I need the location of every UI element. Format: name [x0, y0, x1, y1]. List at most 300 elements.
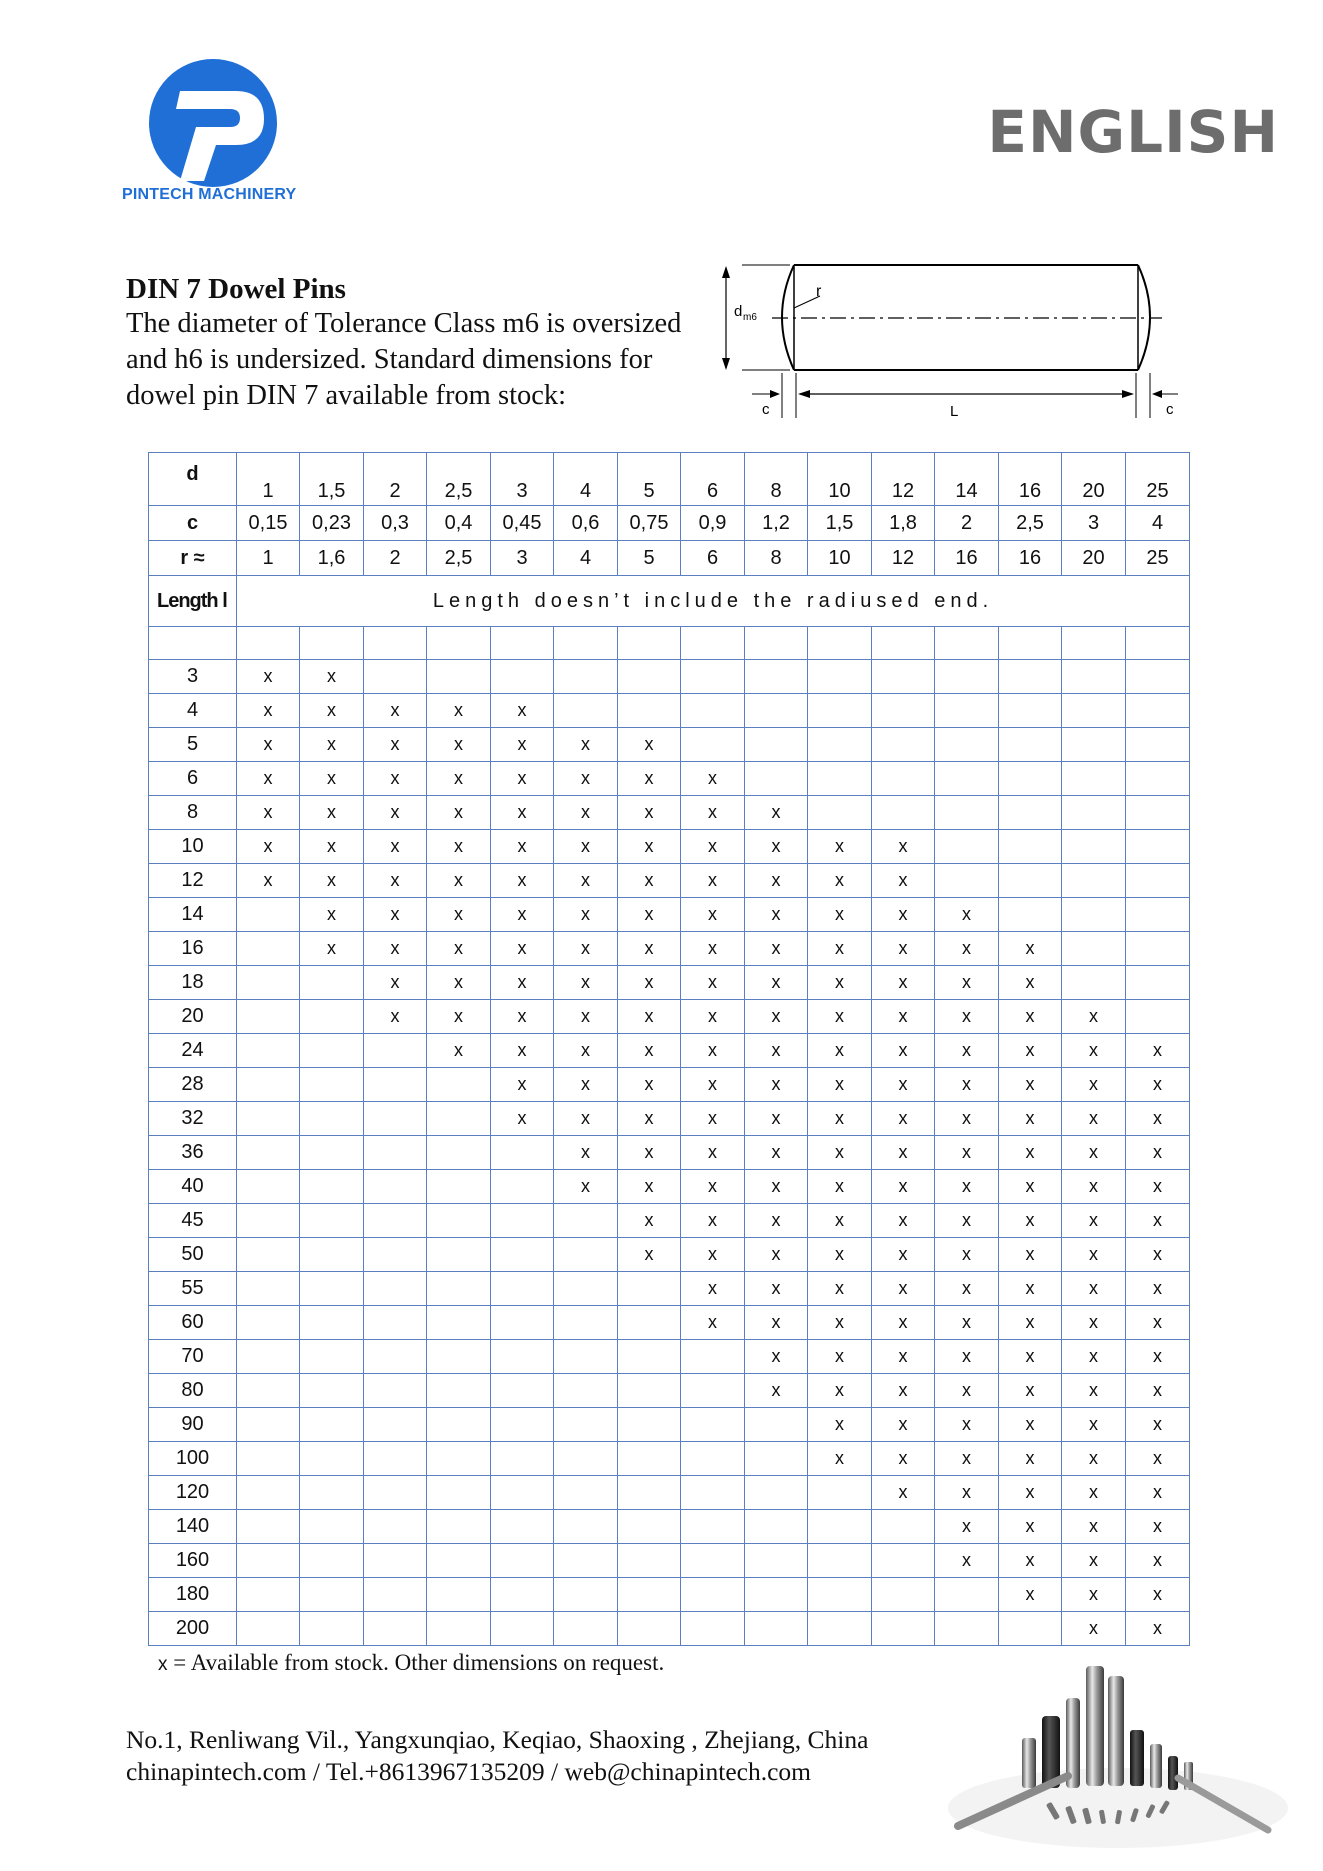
- empty-cell: [237, 1102, 300, 1136]
- empty-cell: [935, 830, 999, 864]
- r-value: 6: [681, 541, 745, 576]
- empty-cell: [364, 1510, 427, 1544]
- r-value: 12: [872, 541, 935, 576]
- blank-cell: [491, 627, 554, 660]
- stock-mark: x: [427, 1034, 491, 1068]
- table-row: [149, 830, 1190, 864]
- stock-mark: x: [1062, 1102, 1126, 1136]
- stock-mark: x: [999, 1238, 1062, 1272]
- stock-mark: x: [554, 1000, 618, 1034]
- stock-mark: x: [745, 1000, 808, 1034]
- empty-cell: [554, 694, 618, 728]
- empty-cell: [808, 762, 872, 796]
- empty-cell: [427, 1306, 491, 1340]
- page-title: DIN 7 Dowel Pins: [126, 273, 346, 305]
- empty-cell: [1126, 966, 1190, 1000]
- stock-mark: x: [935, 966, 999, 1000]
- empty-cell: [745, 694, 808, 728]
- stock-mark: x: [745, 898, 808, 932]
- empty-cell: [237, 1340, 300, 1374]
- stock-mark: x: [237, 830, 300, 864]
- stock-mark: x: [808, 1340, 872, 1374]
- c-value: 1,8: [872, 506, 935, 541]
- stock-mark: x: [999, 1442, 1062, 1476]
- footer: [126, 1724, 868, 1788]
- stock-mark: x: [1062, 1476, 1126, 1510]
- empty-cell: [427, 1578, 491, 1612]
- empty-cell: [237, 1510, 300, 1544]
- stock-mark: x: [935, 1476, 999, 1510]
- stock-mark: x: [554, 762, 618, 796]
- stock-mark: x: [935, 1408, 999, 1442]
- stock-mark: x: [300, 796, 364, 830]
- empty-cell: [491, 1238, 554, 1272]
- length-value: 45: [149, 1204, 237, 1238]
- stock-mark: x: [745, 1068, 808, 1102]
- stock-mark: x: [872, 1306, 935, 1340]
- c-value: 0,15: [237, 506, 300, 541]
- table-row: [149, 966, 1190, 1000]
- empty-cell: [681, 1340, 745, 1374]
- empty-cell: [681, 1374, 745, 1408]
- d-value: 10: [808, 453, 872, 506]
- stock-mark: x: [554, 898, 618, 932]
- stock-mark: x: [554, 796, 618, 830]
- stock-mark: x: [935, 1102, 999, 1136]
- stock-mark: x: [427, 1000, 491, 1034]
- empty-cell: [554, 1408, 618, 1442]
- empty-cell: [491, 1306, 554, 1340]
- stock-mark: x: [935, 1000, 999, 1034]
- d-value: 25: [1126, 453, 1190, 506]
- table-row: [149, 1442, 1190, 1476]
- r-value: 1,6: [300, 541, 364, 576]
- empty-cell: [1126, 830, 1190, 864]
- stock-mark: x: [491, 864, 554, 898]
- empty-cell: [427, 1544, 491, 1578]
- stock-mark: x: [1062, 1272, 1126, 1306]
- stock-mark: x: [935, 1034, 999, 1068]
- empty-cell: [872, 1544, 935, 1578]
- empty-cell: [237, 898, 300, 932]
- empty-cell: [745, 728, 808, 762]
- empty-cell: [681, 1510, 745, 1544]
- empty-cell: [364, 1204, 427, 1238]
- c-value: 0,9: [681, 506, 745, 541]
- stock-mark: x: [1126, 1408, 1190, 1442]
- stock-mark: x: [808, 898, 872, 932]
- d-label: d: [149, 453, 237, 506]
- stock-mark: x: [427, 898, 491, 932]
- empty-cell: [237, 932, 300, 966]
- stock-mark: x: [491, 1000, 554, 1034]
- stock-mark: x: [1062, 1068, 1126, 1102]
- stock-mark: x: [935, 1136, 999, 1170]
- stock-mark: x: [935, 1204, 999, 1238]
- empty-cell: [237, 1034, 300, 1068]
- length-value: 8: [149, 796, 237, 830]
- empty-cell: [300, 1476, 364, 1510]
- stock-mark: x: [999, 1102, 1062, 1136]
- empty-cell: [364, 1374, 427, 1408]
- stock-mark: x: [999, 1170, 1062, 1204]
- empty-cell: [427, 1136, 491, 1170]
- blank-cell: [618, 627, 681, 660]
- c-value: 2,5: [999, 506, 1062, 541]
- stock-mark: x: [237, 796, 300, 830]
- table-row: [149, 694, 1190, 728]
- empty-cell: [999, 864, 1062, 898]
- stock-mark: x: [618, 1136, 681, 1170]
- empty-cell: [999, 830, 1062, 864]
- stock-mark: x: [1126, 1442, 1190, 1476]
- stock-mark: x: [745, 1306, 808, 1340]
- empty-cell: [618, 1612, 681, 1646]
- table-row: [149, 1272, 1190, 1306]
- stock-mark: x: [1062, 1238, 1126, 1272]
- table-row: [149, 762, 1190, 796]
- length-value: 16: [149, 932, 237, 966]
- table-row: [149, 1102, 1190, 1136]
- length-value: 60: [149, 1306, 237, 1340]
- stock-mark: x: [745, 1102, 808, 1136]
- empty-cell: [491, 1544, 554, 1578]
- stock-mark: x: [808, 1102, 872, 1136]
- stock-mark: x: [364, 1000, 427, 1034]
- table-row: [149, 1340, 1190, 1374]
- stock-mark: x: [618, 1170, 681, 1204]
- stock-mark: x: [745, 1340, 808, 1374]
- empty-cell: [554, 1272, 618, 1306]
- length-value: 28: [149, 1068, 237, 1102]
- stock-mark: x: [872, 1000, 935, 1034]
- dimension-table: [148, 452, 1190, 1646]
- d-value: 12: [872, 453, 935, 506]
- empty-cell: [681, 1442, 745, 1476]
- row-d: [149, 453, 1190, 506]
- r-label: r: [816, 283, 822, 300]
- empty-cell: [300, 1272, 364, 1306]
- stock-mark: x: [681, 796, 745, 830]
- length-value: 14: [149, 898, 237, 932]
- stock-mark: x: [872, 1136, 935, 1170]
- empty-cell: [681, 728, 745, 762]
- empty-cell: [554, 1578, 618, 1612]
- empty-cell: [808, 1578, 872, 1612]
- stock-mark: x: [1062, 1136, 1126, 1170]
- empty-cell: [300, 1408, 364, 1442]
- stock-mark: x: [491, 728, 554, 762]
- length-value: 20: [149, 1000, 237, 1034]
- stock-mark: x: [491, 762, 554, 796]
- empty-cell: [427, 1204, 491, 1238]
- stock-mark: x: [935, 1170, 999, 1204]
- stock-mark: x: [618, 1068, 681, 1102]
- length-value: 160: [149, 1544, 237, 1578]
- empty-cell: [237, 1068, 300, 1102]
- blank-cell: [237, 627, 300, 660]
- legend: [158, 1650, 664, 1676]
- blank-cell: [364, 627, 427, 660]
- row-c: [149, 506, 1190, 541]
- table-row: [149, 1204, 1190, 1238]
- empty-cell: [300, 1068, 364, 1102]
- empty-cell: [935, 728, 999, 762]
- stock-mark: x: [554, 1068, 618, 1102]
- c-value: 3: [1062, 506, 1126, 541]
- blank-row: [149, 627, 1190, 660]
- empty-cell: [745, 1578, 808, 1612]
- stock-mark: x: [999, 1340, 1062, 1374]
- empty-cell: [427, 1102, 491, 1136]
- length-value: 40: [149, 1170, 237, 1204]
- stock-mark: x: [1126, 1340, 1190, 1374]
- stock-mark: x: [872, 1034, 935, 1068]
- stock-mark: x: [681, 1034, 745, 1068]
- stock-mark: x: [1126, 1204, 1190, 1238]
- stock-mark: x: [999, 1034, 1062, 1068]
- r-value: 16: [935, 541, 999, 576]
- stock-mark: x: [745, 1034, 808, 1068]
- empty-cell: [745, 1476, 808, 1510]
- stock-mark: x: [427, 966, 491, 1000]
- length-value: 32: [149, 1102, 237, 1136]
- legend-text: = Available from stock. Other dimensions on request.: [167, 1650, 665, 1675]
- length-note: Length doesn’t include the radiused end.: [237, 576, 1190, 627]
- empty-cell: [554, 1340, 618, 1374]
- stock-mark: x: [1126, 1510, 1190, 1544]
- stock-mark: x: [618, 1000, 681, 1034]
- empty-cell: [1062, 864, 1126, 898]
- stock-mark: x: [681, 1102, 745, 1136]
- d-value: 2,5: [427, 453, 491, 506]
- stock-mark: x: [427, 864, 491, 898]
- empty-cell: [872, 1578, 935, 1612]
- stock-mark: x: [364, 932, 427, 966]
- table-row: [149, 1034, 1190, 1068]
- table-row: [149, 1374, 1190, 1408]
- c-value: 0,4: [427, 506, 491, 541]
- stock-mark: x: [808, 1408, 872, 1442]
- stock-mark: x: [808, 1136, 872, 1170]
- stock-mark: x: [1126, 1034, 1190, 1068]
- stock-mark: x: [872, 898, 935, 932]
- stock-mark: x: [554, 728, 618, 762]
- empty-cell: [808, 796, 872, 830]
- d-value: 6: [681, 453, 745, 506]
- stock-mark: x: [808, 830, 872, 864]
- stock-mark: x: [935, 1510, 999, 1544]
- empty-cell: [1126, 762, 1190, 796]
- empty-cell: [300, 1612, 364, 1646]
- stock-mark: x: [300, 728, 364, 762]
- empty-cell: [554, 1476, 618, 1510]
- stock-mark: x: [427, 762, 491, 796]
- empty-cell: [300, 1102, 364, 1136]
- stock-mark: x: [364, 796, 427, 830]
- table-row: [149, 1510, 1190, 1544]
- empty-cell: [364, 1442, 427, 1476]
- stock-mark: x: [491, 898, 554, 932]
- empty-cell: [1126, 932, 1190, 966]
- empty-cell: [935, 660, 999, 694]
- row-r: [149, 541, 1190, 576]
- empty-cell: [427, 1510, 491, 1544]
- stock-mark: x: [237, 728, 300, 762]
- stock-mark: x: [1062, 1442, 1126, 1476]
- empty-cell: [681, 1408, 745, 1442]
- empty-cell: [872, 660, 935, 694]
- stock-mark: x: [300, 932, 364, 966]
- d-value: 2: [364, 453, 427, 506]
- empty-cell: [237, 1000, 300, 1034]
- empty-cell: [872, 694, 935, 728]
- stock-mark: x: [808, 1204, 872, 1238]
- stock-mark: x: [999, 932, 1062, 966]
- c-value: 4: [1126, 506, 1190, 541]
- c-label: c: [149, 506, 237, 541]
- stock-mark: x: [1062, 1544, 1126, 1578]
- empty-cell: [364, 1578, 427, 1612]
- empty-cell: [237, 966, 300, 1000]
- d-value: 3: [491, 453, 554, 506]
- stock-mark: x: [935, 1544, 999, 1578]
- empty-cell: [999, 762, 1062, 796]
- c-value: 0,75: [618, 506, 681, 541]
- d-value: 4: [554, 453, 618, 506]
- empty-cell: [427, 1408, 491, 1442]
- stock-mark: x: [808, 1374, 872, 1408]
- table-row: [149, 864, 1190, 898]
- stock-mark: x: [364, 694, 427, 728]
- stock-mark: x: [1126, 1102, 1190, 1136]
- c-value: 1,2: [745, 506, 808, 541]
- address: No.1, Renliwang Vil., Yangxunqiao, Keqiao, Shaoxing , Zhejiang, China: [126, 1725, 869, 1754]
- stock-mark: x: [554, 1034, 618, 1068]
- empty-cell: [364, 1612, 427, 1646]
- stock-mark: x: [1126, 1136, 1190, 1170]
- c-label-left: c: [762, 401, 770, 418]
- empty-cell: [999, 796, 1062, 830]
- empty-cell: [300, 966, 364, 1000]
- stock-mark: x: [618, 1238, 681, 1272]
- length-value: 4: [149, 694, 237, 728]
- empty-cell: [745, 1442, 808, 1476]
- r-value: 3: [491, 541, 554, 576]
- c-value: 0,23: [300, 506, 364, 541]
- blank-cell: [1126, 627, 1190, 660]
- stock-mark: x: [618, 898, 681, 932]
- stock-mark: x: [872, 1068, 935, 1102]
- empty-cell: [999, 898, 1062, 932]
- stock-mark: x: [999, 1000, 1062, 1034]
- empty-cell: [237, 1170, 300, 1204]
- empty-cell: [1126, 898, 1190, 932]
- stock-mark: x: [1126, 1578, 1190, 1612]
- empty-cell: [618, 1544, 681, 1578]
- empty-cell: [745, 1408, 808, 1442]
- legend-mark: x: [158, 1654, 168, 1675]
- empty-cell: [237, 1578, 300, 1612]
- empty-cell: [491, 1442, 554, 1476]
- empty-cell: [1062, 660, 1126, 694]
- stock-mark: x: [1126, 1238, 1190, 1272]
- contact-line: chinapintech.com / Tel.+8613967135209 / web@chinapintech.com: [126, 1757, 811, 1786]
- stock-mark: x: [1062, 1306, 1126, 1340]
- stock-mark: x: [237, 762, 300, 796]
- stock-mark: x: [1062, 1170, 1126, 1204]
- empty-cell: [808, 1544, 872, 1578]
- empty-cell: [554, 660, 618, 694]
- stock-mark: x: [872, 1340, 935, 1374]
- c-value: 2: [935, 506, 999, 541]
- length-value: 36: [149, 1136, 237, 1170]
- stock-mark: x: [935, 1442, 999, 1476]
- stock-mark: x: [300, 898, 364, 932]
- length-value: 120: [149, 1476, 237, 1510]
- blank-cell: [872, 627, 935, 660]
- stock-mark: x: [872, 1102, 935, 1136]
- empty-cell: [745, 660, 808, 694]
- intro-text: The diameter of Tolerance Class m6 is oversized and h6 is undersized. Standard dimensions for dowel pin DIN 7 available from stock:: [126, 308, 682, 411]
- stock-mark: x: [618, 796, 681, 830]
- stock-mark: x: [427, 694, 491, 728]
- stock-mark: x: [491, 694, 554, 728]
- stock-mark: x: [681, 932, 745, 966]
- stock-mark: x: [554, 1170, 618, 1204]
- stock-mark: x: [999, 1306, 1062, 1340]
- empty-cell: [554, 1204, 618, 1238]
- empty-cell: [300, 1034, 364, 1068]
- empty-cell: [872, 1612, 935, 1646]
- empty-cell: [681, 1612, 745, 1646]
- stock-mark: x: [999, 1068, 1062, 1102]
- stock-mark: x: [808, 1068, 872, 1102]
- length-value: 80: [149, 1374, 237, 1408]
- stock-mark: x: [872, 830, 935, 864]
- empty-cell: [872, 1510, 935, 1544]
- empty-cell: [237, 1306, 300, 1340]
- empty-cell: [618, 1272, 681, 1306]
- stock-mark: x: [618, 830, 681, 864]
- empty-cell: [872, 728, 935, 762]
- d-value: 14: [935, 453, 999, 506]
- table-row: [149, 1408, 1190, 1442]
- stock-mark: x: [618, 728, 681, 762]
- stock-mark: x: [681, 1000, 745, 1034]
- dowel-pin-drawing: [712, 258, 1192, 423]
- stock-mark: x: [618, 932, 681, 966]
- stock-mark: x: [618, 864, 681, 898]
- stock-mark: x: [808, 1272, 872, 1306]
- stock-mark: x: [935, 1306, 999, 1340]
- stock-mark: x: [745, 1136, 808, 1170]
- length-value: 90: [149, 1408, 237, 1442]
- empty-cell: [427, 1238, 491, 1272]
- stock-mark: x: [618, 966, 681, 1000]
- empty-cell: [554, 1612, 618, 1646]
- stock-mark: x: [491, 1034, 554, 1068]
- stock-mark: x: [935, 1238, 999, 1272]
- stock-mark: x: [300, 830, 364, 864]
- length-value: 24: [149, 1034, 237, 1068]
- empty-cell: [1062, 694, 1126, 728]
- empty-cell: [808, 728, 872, 762]
- stock-mark: x: [872, 1442, 935, 1476]
- stock-mark: x: [1062, 1034, 1126, 1068]
- empty-cell: [300, 1204, 364, 1238]
- empty-cell: [808, 1510, 872, 1544]
